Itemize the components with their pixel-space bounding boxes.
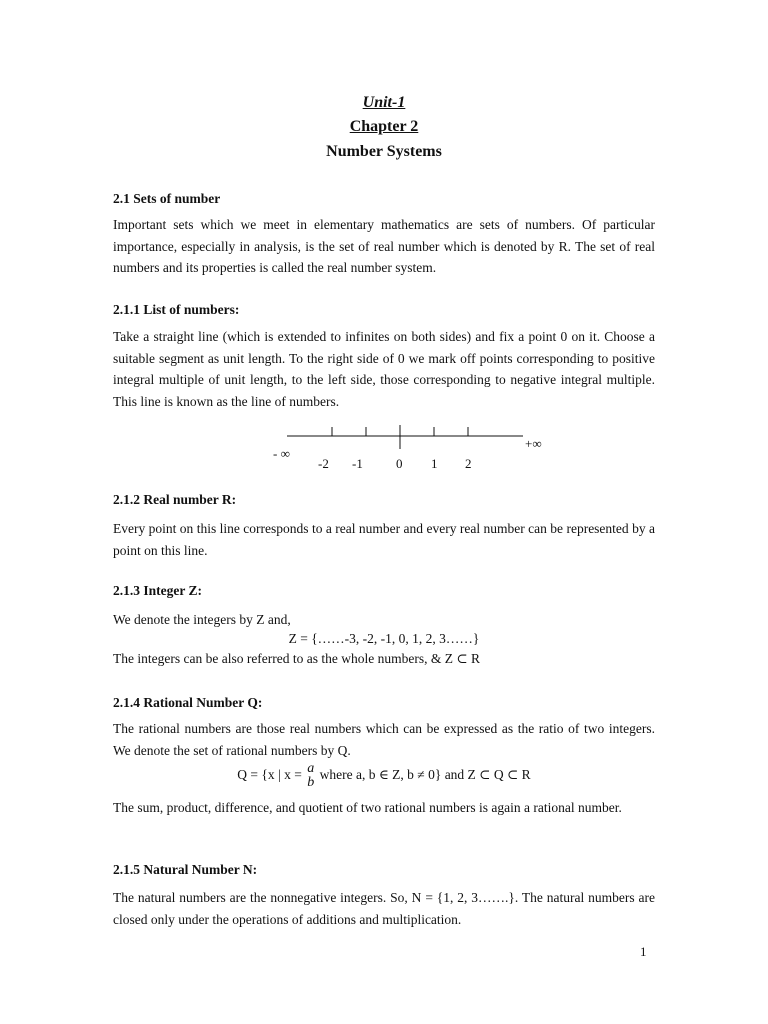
page-title: Number Systems: [326, 143, 442, 160]
tick-label-minus-1: -1: [352, 456, 363, 471]
number-line-graphic: [265, 420, 555, 480]
unit-title: Unit-1: [362, 94, 406, 111]
section-heading-2-1-5: 2.1.5 Natural Number N:: [113, 862, 258, 877]
section-body-2-1-4-closure: The sum, product, difference, and quotient of two rational numbers is again a rational number.: [113, 800, 622, 815]
tick-label-2: 2: [465, 456, 472, 471]
section-heading-2-1: 2.1 Sets of number: [113, 191, 221, 206]
section-heading-2-1-1: 2.1.1 List of numbers:: [113, 302, 240, 317]
section-heading-2-1-2: 2.1.2 Real number R:: [113, 492, 237, 507]
section-body-2-1-2: Every point on this line corresponds to a real number and every real number can be represented by a point on this line.: [113, 521, 655, 558]
section-body-2-1-4: The rational numbers are those real numbers which can be expressed as the ratio of two integers. We denote the set of rational numbers by Q.: [113, 721, 655, 758]
integer-note: The integers can be also referred to as the whole numbers, & Z ⊂ R: [113, 651, 481, 666]
tick-label-minus-2: -2: [318, 456, 329, 471]
rational-formula-end: where a, b ∈ Z, b ≠ 0} and Z ⊂ Q ⊂ R: [319, 767, 531, 783]
fraction-denominator: b: [307, 775, 315, 790]
tick-label-1: 1: [431, 456, 438, 471]
integer-formula: Z = {……-3, -2, -1, 0, 1, 2, 3……}: [288, 631, 480, 646]
pos-infinity-label: +∞: [525, 436, 542, 451]
page-number: 1: [640, 944, 647, 959]
fraction-numerator: a: [307, 761, 315, 776]
section-heading-2-1-3: 2.1.3 Integer Z:: [113, 583, 202, 598]
section-body-2-1-5: The natural numbers are the nonnegative integers. So, N = {1, 2, 3…….}. The natural numbers are closed only under the operations of additions and multiplication.: [113, 890, 655, 927]
integer-intro: We denote the integers by Z and,: [113, 612, 291, 627]
rational-formula: [113, 762, 655, 790]
rational-formula-start: Q = {x | x =: [237, 767, 302, 783]
tick-label-0: 0: [396, 456, 403, 471]
chapter-title: Chapter 2: [349, 118, 419, 135]
section-heading-2-1-4: 2.1.4 Rational Number Q:: [113, 695, 263, 710]
fraction-a-over-b: [307, 762, 314, 790]
section-body-2-1: Important sets which we meet in elementary mathematics are sets of numbers. Of particular importance, especially in analysis, is the set of real number which is denoted by R. The set of real numbers and its properties is called the real number system.: [113, 217, 655, 275]
section-body-2-1-1: Take a straight line (which is extended to infinites on both sides) and fix a point 0 on it. Choose a suitable segment as unit length. To the right side of 0 we mark off points corresponding to positive integral multiple of unit length, to the left side, those corresponding to negative integral multiple. This line is known as the line of numbers.: [113, 329, 655, 409]
number-line: [265, 420, 555, 480]
neg-infinity-label: - ∞: [273, 446, 290, 461]
